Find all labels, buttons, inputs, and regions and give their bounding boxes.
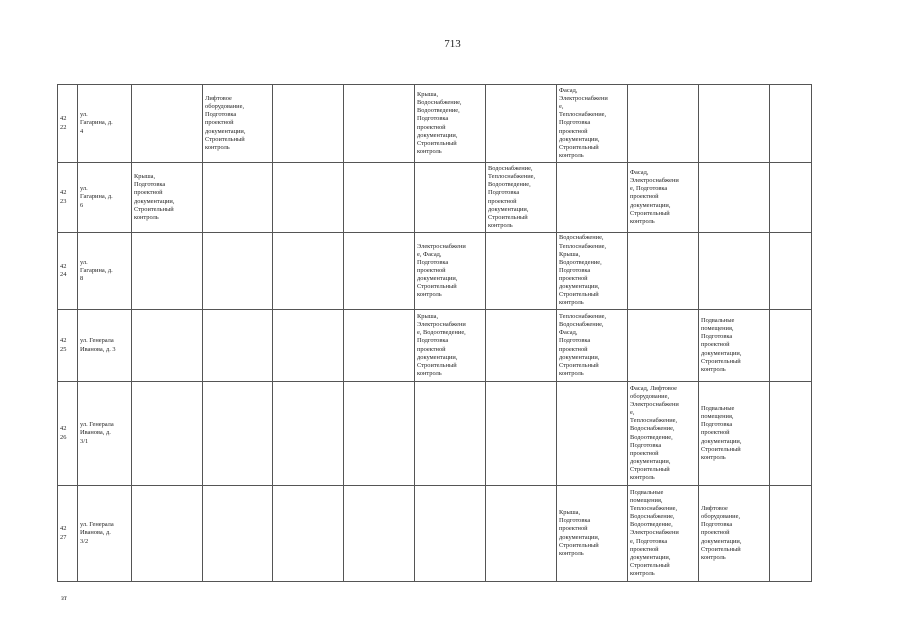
table-cell — [344, 310, 415, 382]
table-cell — [273, 233, 344, 310]
table-cell — [699, 163, 770, 233]
table-row — [58, 382, 812, 486]
table-cell — [628, 310, 699, 382]
table-cell — [415, 382, 486, 486]
page-number: 713 — [444, 38, 461, 50]
table-row — [58, 85, 812, 163]
row-address: ул. Гагарина, д. 8 — [78, 233, 132, 310]
table-cell — [557, 163, 628, 233]
table-cell — [273, 310, 344, 382]
table-cell — [486, 382, 557, 486]
table-cell: Водоснабжение, Теплоснабжение, Водоотведение, Подготовка проектной документации, Строительный контроль — [486, 163, 557, 233]
table-cell: Крыша, Подготовка проектной документации, Строительный контроль — [557, 486, 628, 582]
table-cell — [203, 486, 273, 582]
table-row — [58, 163, 812, 233]
table-cell: Теплоснабжение, Водоснабжение, Фасад, Подготовка проектной документации, Строительный контроль — [557, 310, 628, 382]
row-address: ул. Генерала Иванова, д. 3/2 — [78, 486, 132, 582]
table-cell: Электроснабжени е, Фасад, Подготовка проектной документации, Строительный контроль — [415, 233, 486, 310]
table-cell — [699, 85, 770, 163]
table-cell — [344, 163, 415, 233]
table-cell: Подвальные помещения, Теплоснабжение, Водоснабжение, Водоотведение, Электроснабжени е, Подготовка проектной документации, Строительный контроль — [628, 486, 699, 582]
table-cell: Фасад, Лифтовое оборудование, Электроснабжени е, Теплоснабжение, Водоснабжение, Водоотведение, Подготовка проектной документации, Строительный контроль — [628, 382, 699, 486]
table-row — [58, 233, 812, 310]
table-cell: Крыша, Подготовка проектной документации, Строительный контроль — [132, 163, 203, 233]
table-cell — [132, 85, 203, 163]
row-address: ул. Гагарина, д. 6 — [78, 163, 132, 233]
table-cell — [486, 85, 557, 163]
row-number: 42 24 — [58, 233, 78, 310]
row-address: ул. Гагарина, д. 4 — [78, 85, 132, 163]
table-cell — [132, 486, 203, 582]
row-number: 42 26 — [58, 382, 78, 486]
table-cell — [344, 85, 415, 163]
row-address: ул. Генерала Иванова, д. 3 — [78, 310, 132, 382]
table-cell: Лифтовое оборудование, Подготовка проектной документации, Строительный контроль — [699, 486, 770, 582]
row-number: 42 25 — [58, 310, 78, 382]
row-number: 42 27 — [58, 486, 78, 582]
table-cell: Фасад, Электроснабжени е, Теплоснабжение, Подготовка проектной документации, Строительный контроль — [557, 85, 628, 163]
table-cell — [628, 233, 699, 310]
table-cell — [699, 233, 770, 310]
footer-mark: зт — [61, 594, 67, 602]
table-cell: Подвальные помещения, Подготовка проектной документации, Строительный контроль — [699, 382, 770, 486]
table-cell — [415, 163, 486, 233]
table-cell: Крыша, Водоснабжение, Водоотведение, Подготовка проектной документации, Строительный контроль — [415, 85, 486, 163]
table-cell — [203, 310, 273, 382]
table-cell — [273, 382, 344, 486]
table-cell: Крыша, Электроснабжени е, Водоотведение, Подготовка проектной документации, Строительный контроль — [415, 310, 486, 382]
table-row — [58, 486, 812, 582]
table-cell — [770, 233, 812, 310]
table-cell — [344, 382, 415, 486]
table-cell — [203, 382, 273, 486]
table-cell — [415, 486, 486, 582]
table-cell — [344, 233, 415, 310]
table-cell — [770, 310, 812, 382]
works-table — [57, 84, 812, 582]
table-row — [58, 310, 812, 382]
table-cell — [486, 486, 557, 582]
table-cell — [486, 310, 557, 382]
table-cell — [203, 163, 273, 233]
table-cell — [344, 486, 415, 582]
table-cell — [770, 382, 812, 486]
table-cell — [628, 85, 699, 163]
table-cell — [770, 85, 812, 163]
table-cell — [557, 382, 628, 486]
table-cell — [486, 233, 557, 310]
table-cell — [132, 310, 203, 382]
table-cell: Фасад, Электроснабжени е, Подготовка проектной документации, Строительный контроль — [628, 163, 699, 233]
table-cell — [770, 163, 812, 233]
table-cell: Лифтовое оборудование, Подготовка проектной документации, Строительный контроль — [203, 85, 273, 163]
row-number: 42 23 — [58, 163, 78, 233]
row-address: ул. Генерала Иванова, д. 3/1 — [78, 382, 132, 486]
table-cell — [132, 233, 203, 310]
table-cell: Водоснабжение, Теплоснабжение, Крыша, Водоотведение, Подготовка проектной документации, Строительный контроль — [557, 233, 628, 310]
table-cell — [132, 382, 203, 486]
table-cell — [273, 163, 344, 233]
table-cell — [203, 233, 273, 310]
table-cell — [273, 486, 344, 582]
table-cell — [770, 486, 812, 582]
row-number: 42 22 — [58, 85, 78, 163]
table-cell — [273, 85, 344, 163]
table-cell: Подвальные помещения, Подготовка проектной документации, Строительный контроль — [699, 310, 770, 382]
